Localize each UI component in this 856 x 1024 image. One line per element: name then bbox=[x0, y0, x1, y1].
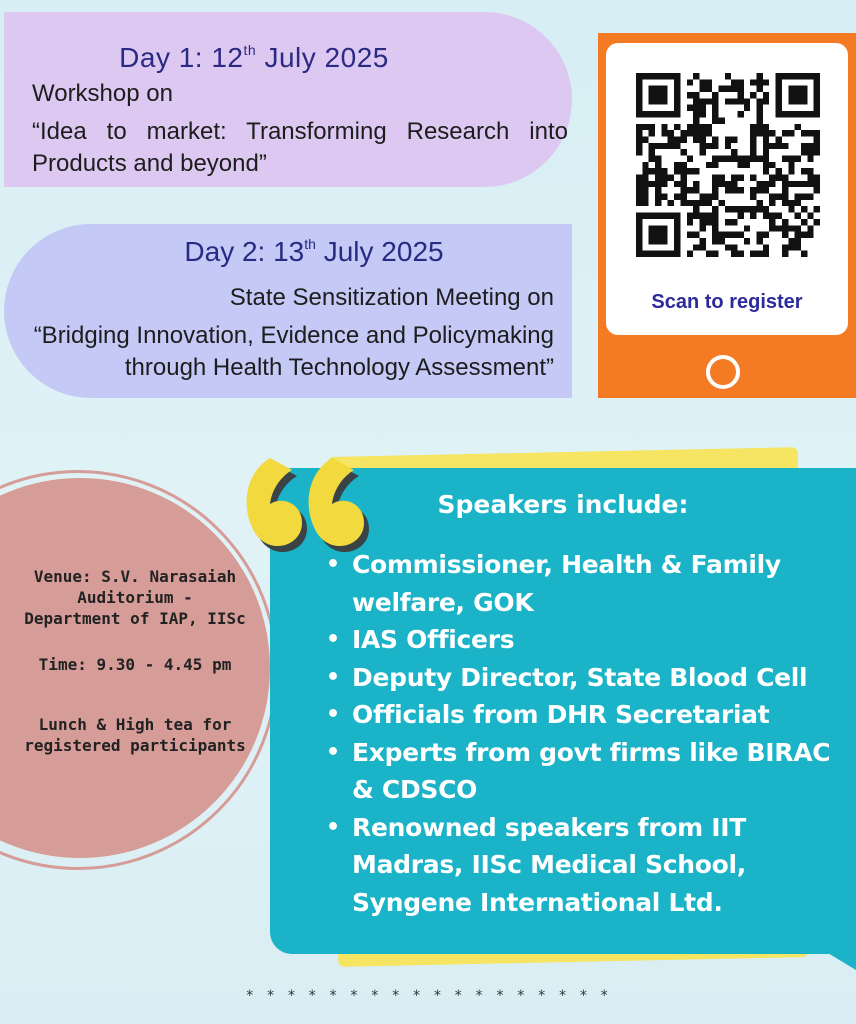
venue-info: Venue: S.V. Narasaiah Auditorium - Department of IAP, IISc bbox=[24, 567, 246, 628]
day1-event-type: Workshop on bbox=[32, 80, 173, 107]
speaker-item: • Deputy Director, State Blood Cell bbox=[326, 659, 846, 697]
phone-home-button-icon bbox=[706, 355, 740, 389]
speaker-item: • IAS Officers bbox=[326, 621, 846, 659]
day1-event-title: “Idea to market: Transforming Research into Products and beyond” bbox=[32, 118, 568, 177]
day2-event-title: “Bridging Innovation, Evidence and Policymaking through Health Technology Assessment” bbox=[33, 322, 554, 381]
phone-graphic bbox=[598, 33, 856, 398]
qr-code-icon[interactable] bbox=[636, 73, 820, 257]
day2-card bbox=[4, 224, 572, 398]
speaker-item: • Commissioner, Health & Family welfare, GOK bbox=[326, 546, 846, 621]
phone-screen bbox=[606, 43, 848, 335]
time-info: Time: 9.30 - 4.45 pm bbox=[38, 655, 232, 674]
day2-event-type: State Sensitization Meeting on bbox=[229, 284, 554, 311]
speakers-list bbox=[326, 546, 846, 921]
speaker-item: • Officials from DHR Secretariat bbox=[326, 696, 846, 734]
day2-title: Day 2: 13th July 2025 bbox=[184, 236, 444, 267]
speaker-item: • Renowned speakers from IIT Madras, IISc Medical School, Syngene International Ltd. bbox=[326, 809, 846, 922]
day1-title: Day 1: 12th July 2025 bbox=[119, 42, 389, 73]
lunch-info: Lunch & High tea for registered participants bbox=[24, 715, 246, 755]
speakers-title: Speakers include: bbox=[437, 490, 689, 519]
speaker-item: • Experts from govt firms like BIRAC & CDSCO bbox=[326, 734, 846, 809]
footer-stars: * * * * * * * * * * * * * * * * * * bbox=[245, 988, 611, 1004]
day1-card bbox=[4, 12, 572, 187]
scan-to-register-label: Scan to register bbox=[651, 291, 803, 313]
